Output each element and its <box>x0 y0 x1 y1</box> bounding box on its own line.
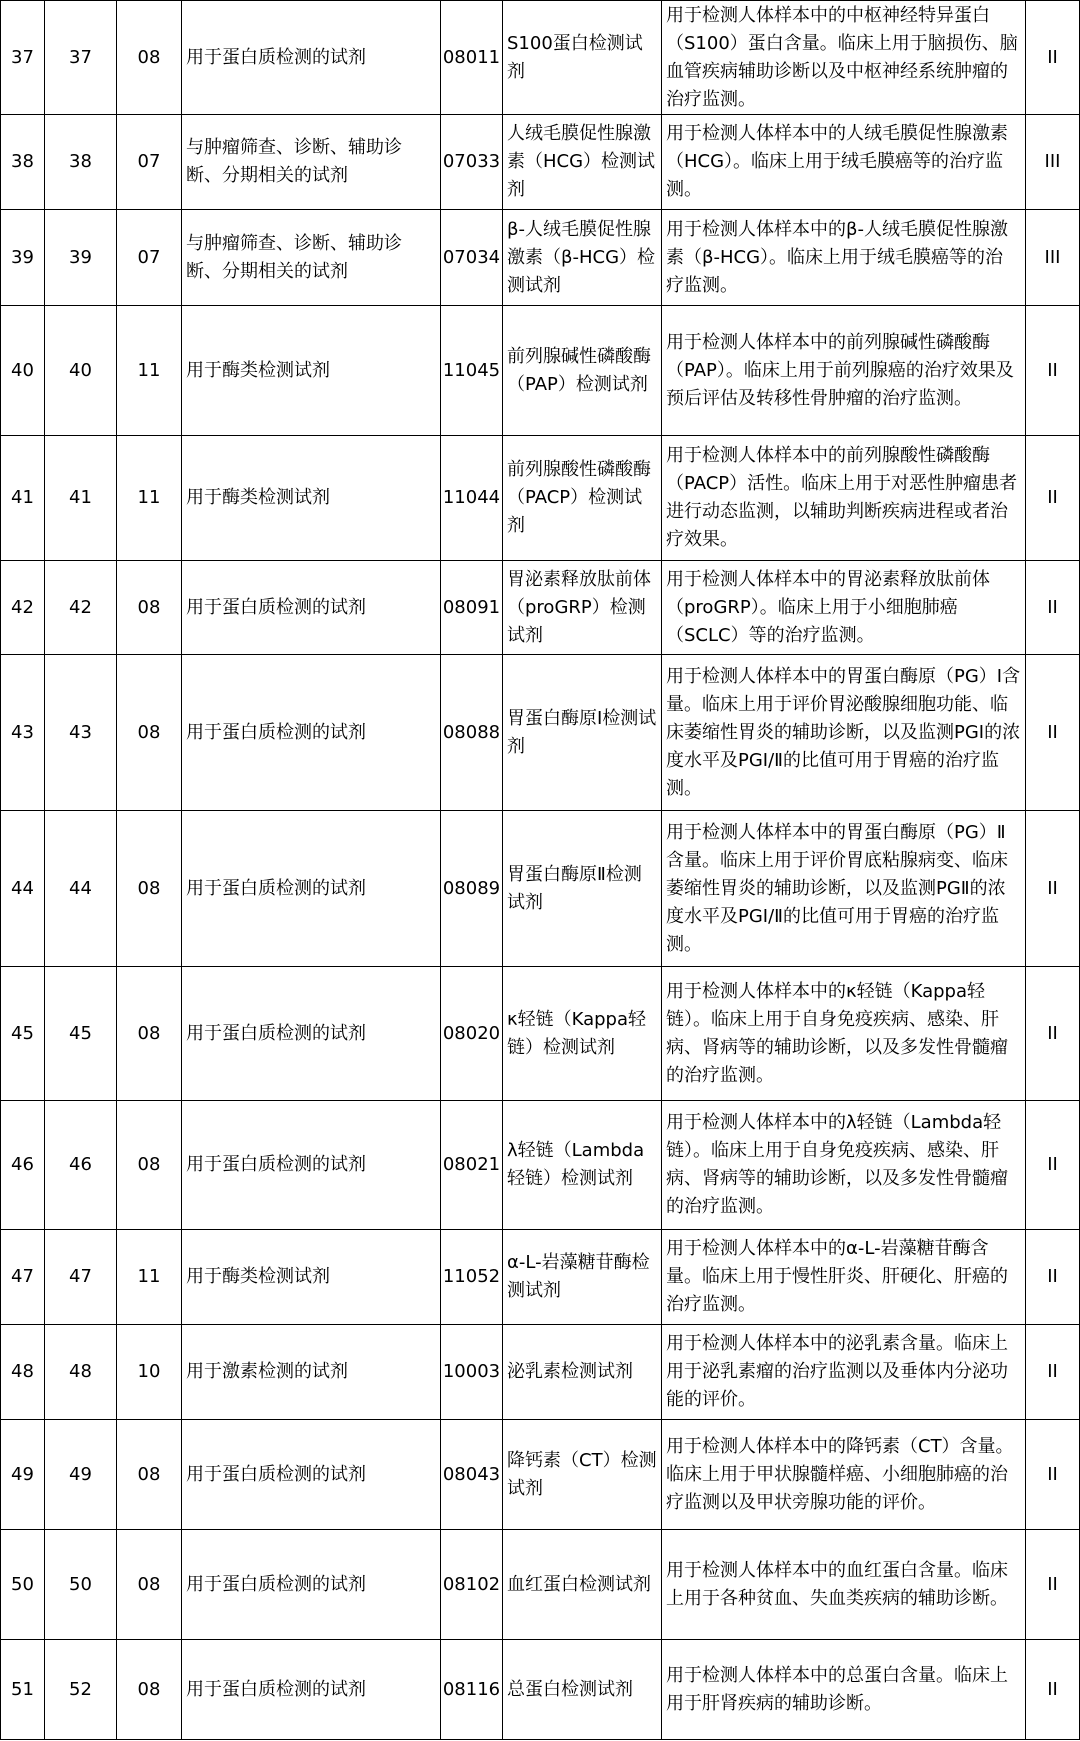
seq-number-cell: 43 <box>1 655 45 811</box>
product-name-cell: 血红蛋白检测试剂 <box>503 1530 662 1640</box>
table-row <box>1 115 1080 210</box>
management-class-cell: II <box>1026 1640 1080 1740</box>
intended-use-cell: 用于检测人体样本中的α-L-岩藻糖苷酶含量。临床上用于慢性肝炎、肝硬化、肝癌的治疗监测。 <box>662 1230 1026 1325</box>
product-name-cell: β-人绒毛膜促性腺激素（β-HCG）检测试剂 <box>503 210 662 306</box>
category-name-cell: 用于酶类检测试剂 <box>182 1230 441 1325</box>
management-class-cell: II <box>1026 655 1080 811</box>
category-code-cell: 11 <box>117 436 182 561</box>
management-class-cell: II <box>1026 561 1080 655</box>
original-number-cell: 44 <box>45 811 117 967</box>
original-number-cell: 48 <box>45 1325 117 1420</box>
intended-use-cell: 用于检测人体样本中的降钙素（CT）含量。临床上用于甲状腺髓样癌、小细胞肺癌的治疗监测以及甲状旁腺功能的评价。 <box>662 1420 1026 1530</box>
category-code-cell: 10 <box>117 1325 182 1420</box>
product-name-cell: 前列腺酸性磷酸酶（PACP）检测试剂 <box>503 436 662 561</box>
category-name-cell: 用于激素检测的试剂 <box>182 1325 441 1420</box>
management-class-cell: II <box>1026 1530 1080 1640</box>
category-code-cell: 08 <box>117 1530 182 1640</box>
subcategory-code-cell: 08043 <box>441 1420 503 1530</box>
category-name-cell: 与肿瘤筛查、诊断、辅助诊断、分期相关的试剂 <box>182 210 441 306</box>
management-class-cell: II <box>1026 811 1080 967</box>
category-code-cell: 08 <box>117 811 182 967</box>
category-name-cell: 用于蛋白质检测的试剂 <box>182 811 441 967</box>
table-row <box>1 306 1080 436</box>
seq-number-cell: 45 <box>1 967 45 1101</box>
original-number-cell: 41 <box>45 436 117 561</box>
table-row <box>1 1 1080 115</box>
management-class-cell: II <box>1026 1420 1080 1530</box>
category-code-cell: 11 <box>117 1230 182 1325</box>
seq-number-cell: 48 <box>1 1325 45 1420</box>
category-name-cell: 用于蛋白质检测的试剂 <box>182 967 441 1101</box>
seq-number-cell: 49 <box>1 1420 45 1530</box>
seq-number-cell: 41 <box>1 436 45 561</box>
management-class-cell: II <box>1026 1101 1080 1230</box>
original-number-cell: 40 <box>45 306 117 436</box>
category-code-cell: 08 <box>117 561 182 655</box>
table-row <box>1 1325 1080 1420</box>
subcategory-code-cell: 08011 <box>441 1 503 115</box>
product-name-cell: 胃蛋白酶原Ⅰ检测试剂 <box>503 655 662 811</box>
subcategory-code-cell: 07033 <box>441 115 503 210</box>
table-row <box>1 210 1080 306</box>
intended-use-cell: 用于检测人体样本中的胃蛋白酶原（PG）Ⅱ含量。临床上用于评价胃底粘腺病变、临床萎缩性胃炎的辅助诊断，以及监测PGⅡ的浓度水平及PGⅠ/Ⅱ的比值可用于胃癌的治疗监测。 <box>662 811 1026 967</box>
original-number-cell: 47 <box>45 1230 117 1325</box>
product-name-cell: 降钙素（CT）检测试剂 <box>503 1420 662 1530</box>
table-row <box>1 1530 1080 1640</box>
subcategory-code-cell: 08020 <box>441 967 503 1101</box>
category-name-cell: 用于蛋白质检测的试剂 <box>182 1530 441 1640</box>
original-number-cell: 39 <box>45 210 117 306</box>
category-code-cell: 08 <box>117 1101 182 1230</box>
intended-use-cell: 用于检测人体样本中的前列腺碱性磷酸酶（PAP）。临床上用于前列腺癌的治疗效果及预后评估及转移性骨肿瘤的治疗监测。 <box>662 306 1026 436</box>
subcategory-code-cell: 08021 <box>441 1101 503 1230</box>
original-number-cell: 45 <box>45 967 117 1101</box>
category-code-cell: 08 <box>117 1640 182 1740</box>
category-code-cell: 07 <box>117 115 182 210</box>
table-row <box>1 1420 1080 1530</box>
table-row <box>1 967 1080 1101</box>
category-name-cell: 用于蛋白质检测的试剂 <box>182 1420 441 1530</box>
table-body <box>1 1 1080 1740</box>
seq-number-cell: 42 <box>1 561 45 655</box>
category-code-cell: 08 <box>117 1420 182 1530</box>
table-row <box>1 655 1080 811</box>
intended-use-cell: 用于检测人体样本中的血红蛋白含量。临床上用于各种贫血、失血类疾病的辅助诊断。 <box>662 1530 1026 1640</box>
intended-use-cell: 用于检测人体样本中的人绒毛膜促性腺激素（HCG）。临床上用于绒毛膜癌等的治疗监测。 <box>662 115 1026 210</box>
original-number-cell: 38 <box>45 115 117 210</box>
original-number-cell: 46 <box>45 1101 117 1230</box>
product-name-cell: S100蛋白检测试剂 <box>503 1 662 115</box>
subcategory-code-cell: 08116 <box>441 1640 503 1740</box>
intended-use-cell: 用于检测人体样本中的中枢神经特异蛋白（S100）蛋白含量。临床上用于脑损伤、脑血管疾病辅助诊断以及中枢神经系统肿瘤的治疗监测。 <box>662 1 1026 115</box>
table-row <box>1 436 1080 561</box>
category-code-cell: 08 <box>117 1 182 115</box>
category-name-cell: 用于蛋白质检测的试剂 <box>182 1 441 115</box>
category-code-cell: 08 <box>117 967 182 1101</box>
intended-use-cell: 用于检测人体样本中的胃蛋白酶原（PG）Ⅰ含量。临床上用于评价胃泌酸腺细胞功能、临床萎缩性胃炎的辅助诊断，以及监测PGⅠ的浓度水平及PGⅠ/Ⅱ的比值可用于胃癌的治疗监测。 <box>662 655 1026 811</box>
product-name-cell: λ轻链（Lambda轻链）检测试剂 <box>503 1101 662 1230</box>
seq-number-cell: 37 <box>1 1 45 115</box>
management-class-cell: II <box>1026 967 1080 1101</box>
subcategory-code-cell: 08088 <box>441 655 503 811</box>
seq-number-cell: 44 <box>1 811 45 967</box>
product-name-cell: 胃泌素释放肽前体（proGRP）检测试剂 <box>503 561 662 655</box>
subcategory-code-cell: 07034 <box>441 210 503 306</box>
table-row <box>1 811 1080 967</box>
seq-number-cell: 46 <box>1 1101 45 1230</box>
management-class-cell: II <box>1026 436 1080 561</box>
seq-number-cell: 47 <box>1 1230 45 1325</box>
management-class-cell: II <box>1026 306 1080 436</box>
category-name-cell: 与肿瘤筛查、诊断、辅助诊断、分期相关的试剂 <box>182 115 441 210</box>
intended-use-cell: 用于检测人体样本中的κ轻链（Kappa轻链）。临床上用于自身免疫疾病、感染、肝病、肾病等的辅助诊断，以及多发性骨髓瘤的治疗监测。 <box>662 967 1026 1101</box>
seq-number-cell: 40 <box>1 306 45 436</box>
intended-use-cell: 用于检测人体样本中的λ轻链（Lambda轻链）。临床上用于自身免疫疾病、感染、肝病、肾病等的辅助诊断，以及多发性骨髓瘤的治疗监测。 <box>662 1101 1026 1230</box>
original-number-cell: 37 <box>45 1 117 115</box>
seq-number-cell: 39 <box>1 210 45 306</box>
seq-number-cell: 50 <box>1 1530 45 1640</box>
category-code-cell: 07 <box>117 210 182 306</box>
category-name-cell: 用于酶类检测试剂 <box>182 306 441 436</box>
intended-use-cell: 用于检测人体样本中的总蛋白含量。临床上用于肝肾疾病的辅助诊断。 <box>662 1640 1026 1740</box>
original-number-cell: 50 <box>45 1530 117 1640</box>
product-name-cell: 人绒毛膜促性腺激素（HCG）检测试剂 <box>503 115 662 210</box>
management-class-cell: II <box>1026 1325 1080 1420</box>
subcategory-code-cell: 08091 <box>441 561 503 655</box>
subcategory-code-cell: 11052 <box>441 1230 503 1325</box>
category-code-cell: 08 <box>117 655 182 811</box>
management-class-cell: II <box>1026 1 1080 115</box>
category-name-cell: 用于蛋白质检测的试剂 <box>182 1640 441 1740</box>
table-row <box>1 1101 1080 1230</box>
intended-use-cell: 用于检测人体样本中的β-人绒毛膜促性腺激素（β-HCG）。临床上用于绒毛膜癌等的治疗监测。 <box>662 210 1026 306</box>
intended-use-cell: 用于检测人体样本中的胃泌素释放肽前体（proGRP）。临床上用于小细胞肺癌（SCLC）等的治疗监测。 <box>662 561 1026 655</box>
product-name-cell: 总蛋白检测试剂 <box>503 1640 662 1740</box>
category-name-cell: 用于蛋白质检测的试剂 <box>182 655 441 811</box>
intended-use-cell: 用于检测人体样本中的泌乳素含量。临床上用于泌乳素瘤的治疗监测以及垂体内分泌功能的评价。 <box>662 1325 1026 1420</box>
subcategory-code-cell: 08089 <box>441 811 503 967</box>
product-name-cell: κ轻链（Kappa轻链）检测试剂 <box>503 967 662 1101</box>
seq-number-cell: 51 <box>1 1640 45 1740</box>
original-number-cell: 52 <box>45 1640 117 1740</box>
category-code-cell: 11 <box>117 306 182 436</box>
product-name-cell: 胃蛋白酶原Ⅱ检测试剂 <box>503 811 662 967</box>
management-class-cell: III <box>1026 210 1080 306</box>
original-number-cell: 49 <box>45 1420 117 1530</box>
management-class-cell: III <box>1026 115 1080 210</box>
product-name-cell: 前列腺碱性磷酸酶（PAP）检测试剂 <box>503 306 662 436</box>
product-name-cell: α-L-岩藻糖苷酶检测试剂 <box>503 1230 662 1325</box>
intended-use-cell: 用于检测人体样本中的前列腺酸性磷酸酶（PACP）活性。临床上用于对恶性肿瘤患者进行动态监测，以辅助判断疾病进程或者治疗效果。 <box>662 436 1026 561</box>
original-number-cell: 42 <box>45 561 117 655</box>
product-name-cell: 泌乳素检测试剂 <box>503 1325 662 1420</box>
subcategory-code-cell: 08102 <box>441 1530 503 1640</box>
category-name-cell: 用于酶类检测试剂 <box>182 436 441 561</box>
category-name-cell: 用于蛋白质检测的试剂 <box>182 1101 441 1230</box>
table-row <box>1 1640 1080 1740</box>
subcategory-code-cell: 11044 <box>441 436 503 561</box>
original-number-cell: 43 <box>45 655 117 811</box>
category-name-cell: 用于蛋白质检测的试剂 <box>182 561 441 655</box>
table-row <box>1 1230 1080 1325</box>
subcategory-code-cell: 10003 <box>441 1325 503 1420</box>
subcategory-code-cell: 11045 <box>441 306 503 436</box>
management-class-cell: II <box>1026 1230 1080 1325</box>
table-row <box>1 561 1080 655</box>
seq-number-cell: 38 <box>1 115 45 210</box>
